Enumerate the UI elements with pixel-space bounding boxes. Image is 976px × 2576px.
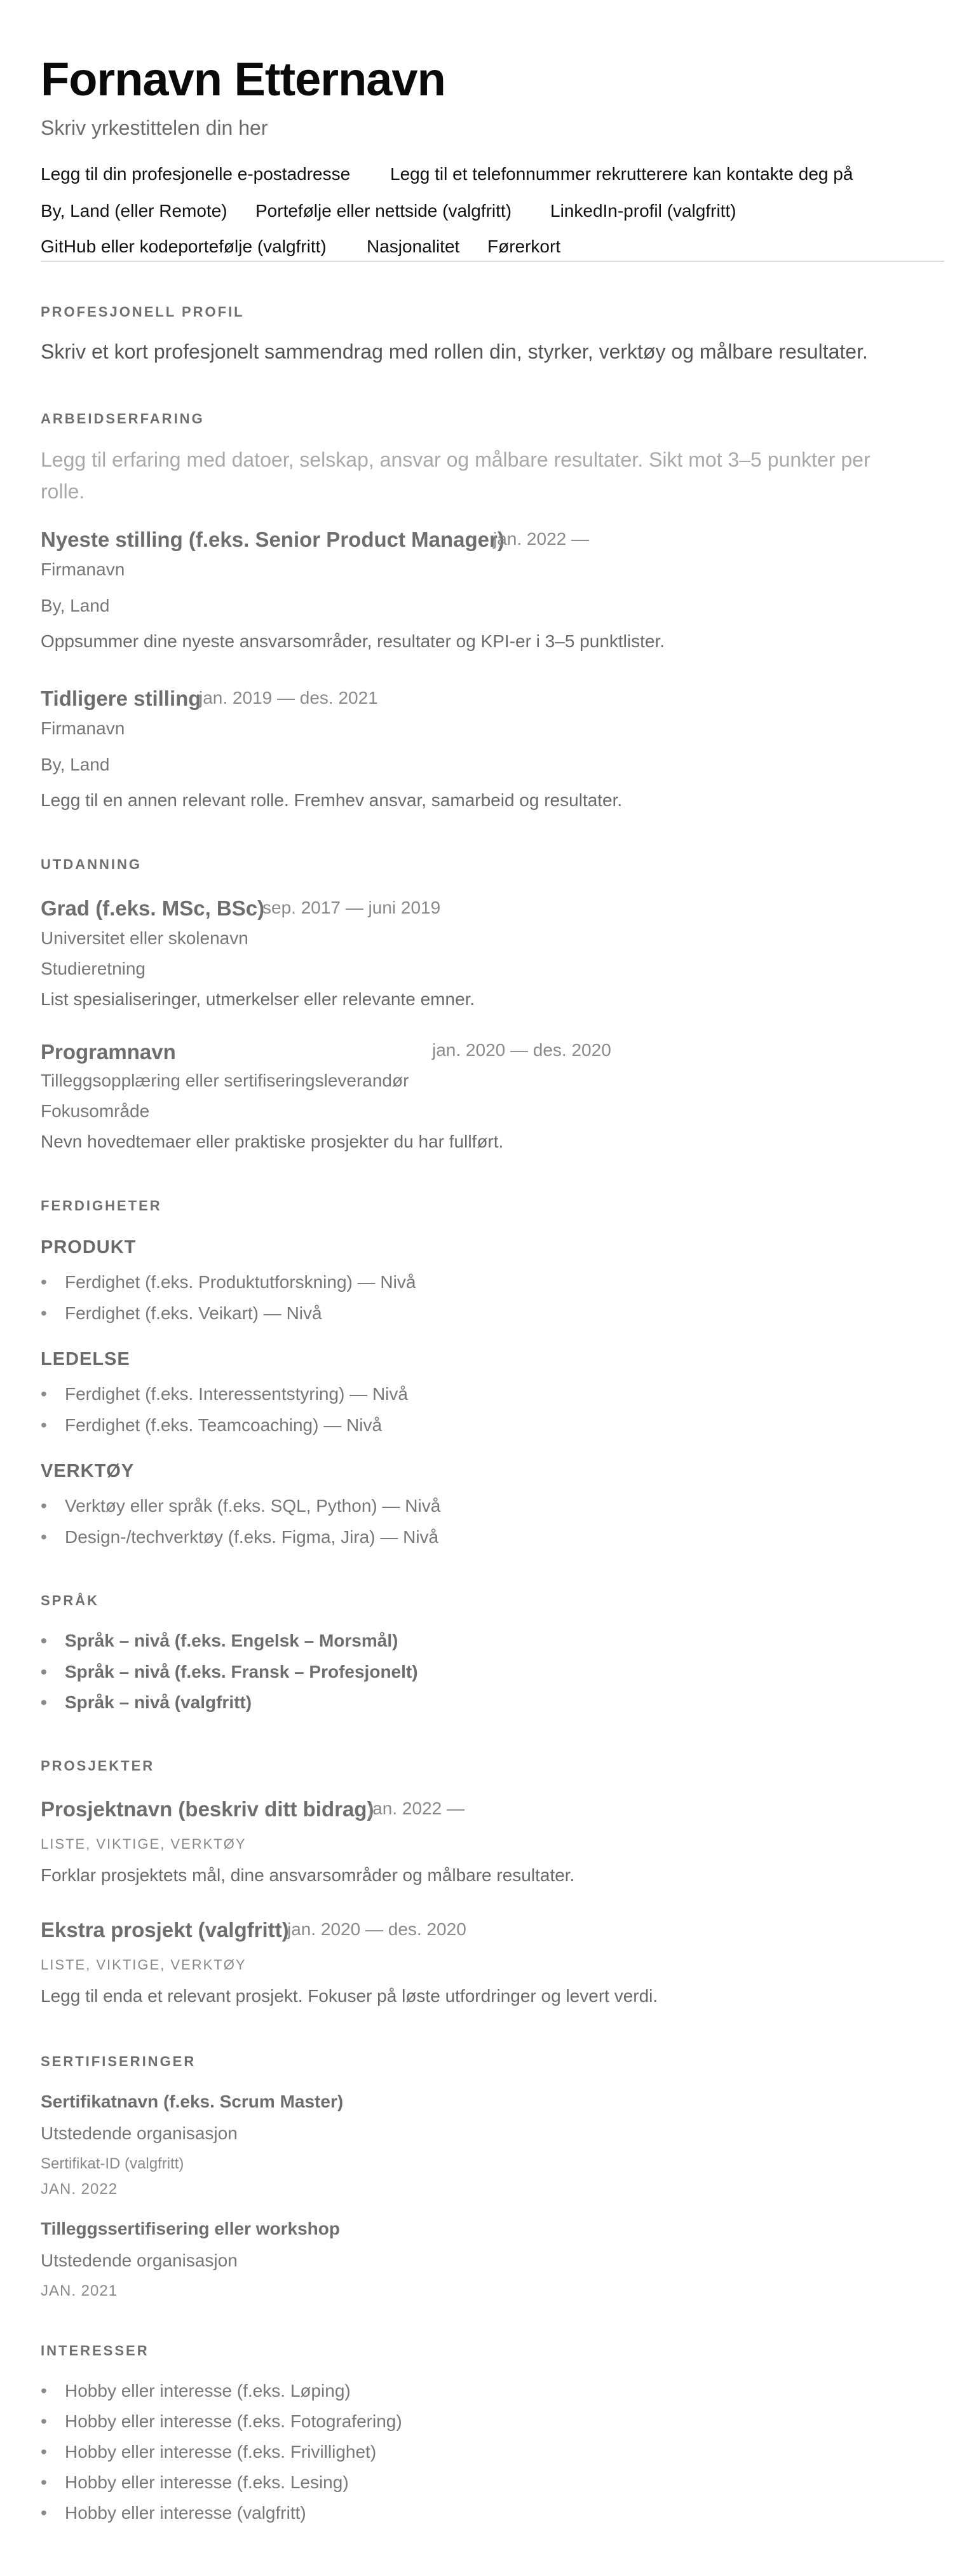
section-heading-projects: PROSJEKTER [41, 1758, 155, 1774]
project-description-2: Legg til enda et relevant prosjekt. Fokuser på løste utfordringer og levert verdi. [41, 1986, 658, 2006]
bullet-icon: • [41, 1272, 47, 1292]
contact-linkedin[interactable]: LinkedIn-profil (valgfritt) [550, 201, 736, 221]
project-tags-1: LISTE, VIKTIGE, VERKTØY [41, 1836, 247, 1852]
bullet-icon: • [41, 2442, 47, 2462]
contact-email[interactable]: Legg til din profesjonelle e-postadresse [41, 164, 351, 184]
language-item: • Språk – nivå (f.eks. Engelsk – Morsmål) [41, 1631, 398, 1650]
job-description-2: Legg til en annen relevant rolle. Fremhev ansvar, samarbeid og resultater. [41, 790, 623, 810]
full-name: Fornavn Etternavn [41, 53, 445, 106]
education-description-2: Nevn hovedtemaer eller praktiske prosjekter du har fullført. [41, 1132, 504, 1151]
education-title-1: Grad (f.eks. MSc, BSc) [41, 896, 265, 920]
profile-summary: Skriv et kort profesjonelt sammendrag med rollen din, styrker, verktøy og målbare resultater. [41, 340, 868, 363]
education-field-2: Fokusområde [41, 1101, 150, 1121]
job-title-2: Tidligere stilling [41, 687, 201, 710]
cert-date-1: JAN. 2022 [41, 2181, 118, 2198]
bullet-icon: • [41, 1692, 47, 1712]
education-date-1: sep. 2017 — juni 2019 [262, 898, 441, 917]
interest-item: • Hobby eller interesse (f.eks. Løping) [41, 2381, 351, 2401]
skill-item: • Ferdighet (f.eks. Veikart) — Nivå [41, 1303, 322, 1323]
section-heading-certifications: SERTIFISERINGER [41, 2053, 196, 2069]
interest-item: • Hobby eller interesse (f.eks. Lesing) [41, 2472, 349, 2492]
bullet-icon: • [41, 1662, 47, 1682]
skill-group-leadership: LEDELSE [41, 1349, 130, 1369]
project-title-2: Ekstra prosjekt (valgfritt) [41, 1918, 289, 1942]
contact-github[interactable]: GitHub eller kodeportefølje (valgfritt) [41, 236, 327, 256]
cert-issuer-1: Utstedende organisasjon [41, 2123, 238, 2143]
project-title-1: Prosjektnavn (beskriv ditt bidrag) [41, 1797, 374, 1821]
education-date-2: jan. 2020 — des. 2020 [432, 1040, 611, 1060]
bullet-icon: • [41, 1415, 47, 1435]
job-company-1: Firmanavn [41, 559, 125, 579]
skill-item: • Design-/techverktøy (f.eks. Figma, Jira) — Nivå [41, 1527, 439, 1547]
section-heading-interests: INTERESSER [41, 2343, 149, 2359]
header-divider [41, 261, 944, 262]
skill-item: • Ferdighet (f.eks. Produktutforskning) — Nivå [41, 1272, 416, 1292]
education-description-1: List spesialiseringer, utmerkelser eller relevante emner. [41, 989, 475, 1009]
section-heading-skills: FERDIGHETER [41, 1198, 162, 1214]
education-field-1: Studieretning [41, 959, 146, 978]
job-date-1: jan. 2022 — [493, 529, 589, 549]
job-location-2: By, Land [41, 755, 110, 774]
language-item: • Språk – nivå (f.eks. Fransk – Profesjonelt) [41, 1662, 418, 1682]
contact-drivers-license: Førerkort [487, 236, 561, 256]
skill-item: • Verktøy eller språk (f.eks. SQL, Python) — Nivå [41, 1496, 441, 1516]
bullet-icon: • [41, 1527, 47, 1547]
skill-group-product: PRODUKT [41, 1237, 137, 1257]
section-heading-languages: SPRÅK [41, 1593, 100, 1608]
job-date-2: jan. 2019 — des. 2021 [199, 688, 378, 708]
cert-title-2: Tilleggssertifisering eller workshop [41, 2219, 340, 2238]
language-item: • Språk – nivå (valgfritt) [41, 1692, 252, 1712]
job-description-1: Oppsummer dine nyeste ansvarsområder, resultater og KPI-er i 3–5 punktlister. [41, 631, 665, 651]
cert-date-2: JAN. 2021 [41, 2282, 118, 2299]
interest-item: • Hobby eller interesse (valgfritt) [41, 2503, 306, 2523]
bullet-icon: • [41, 2503, 47, 2523]
job-title-1: Nyeste stilling (f.eks. Senior Product Manager) [41, 528, 505, 551]
bullet-icon: • [41, 2381, 47, 2401]
job-location-1: By, Land [41, 596, 110, 615]
project-date-1: jan. 2022 — [369, 1798, 464, 1818]
interest-item: • Hobby eller interesse (f.eks. Frivillighet) [41, 2442, 377, 2462]
interest-item: • Hobby eller interesse (f.eks. Fotografering) [41, 2411, 402, 2431]
section-heading-experience: ARBEIDSERFARING [41, 411, 205, 427]
cert-title-1: Sertifikatnavn (f.eks. Scrum Master) [41, 2092, 344, 2111]
section-heading-profile: PROFESJONELL PROFIL [41, 304, 245, 320]
bullet-icon: • [41, 2411, 47, 2431]
project-date-2: jan. 2020 — des. 2020 [287, 1919, 466, 1939]
bullet-icon: • [41, 1631, 47, 1650]
education-title-2: Programnavn [41, 1040, 176, 1064]
experience-hint: Legg til erfaring med datoer, selskap, ansvar og målbare resultater. Sikt mot 3–5 punkter per rolle. [41, 448, 871, 503]
cert-issuer-2: Utstedende organisasjon [41, 2251, 238, 2270]
contact-location: By, Land (eller Remote) [41, 201, 227, 221]
job-title: Skriv yrkestittelen din her [41, 116, 268, 139]
skill-item: • Ferdighet (f.eks. Teamcoaching) — Nivå [41, 1415, 383, 1435]
education-institution-2: Tilleggsopplæring eller sertifiseringsleverandør [41, 1071, 409, 1090]
skill-group-tools: VERKTØY [41, 1461, 135, 1481]
contact-nationality: Nasjonalitet [367, 236, 460, 256]
education-institution-1: Universitet eller skolenavn [41, 928, 248, 948]
bullet-icon: • [41, 1496, 47, 1516]
bullet-icon: • [41, 1303, 47, 1323]
contact-phone[interactable]: Legg til et telefonnummer rekrutterere kan kontakte deg på [390, 164, 853, 184]
project-description-1: Forklar prosjektets mål, dine ansvarsområder og målbare resultater. [41, 1865, 575, 1885]
section-heading-education: UTDANNING [41, 856, 142, 872]
bullet-icon: • [41, 2472, 47, 2492]
bullet-icon: • [41, 1384, 47, 1404]
contact-portfolio[interactable]: Portefølje eller nettside (valgfritt) [255, 201, 512, 221]
skill-item: • Ferdighet (f.eks. Interessentstyring) — Nivå [41, 1384, 408, 1404]
project-tags-2: LISTE, VIKTIGE, VERKTØY [41, 1957, 247, 1973]
cert-id-1: Sertifikat-ID (valgfritt) [41, 2155, 184, 2172]
job-company-2: Firmanavn [41, 718, 125, 738]
